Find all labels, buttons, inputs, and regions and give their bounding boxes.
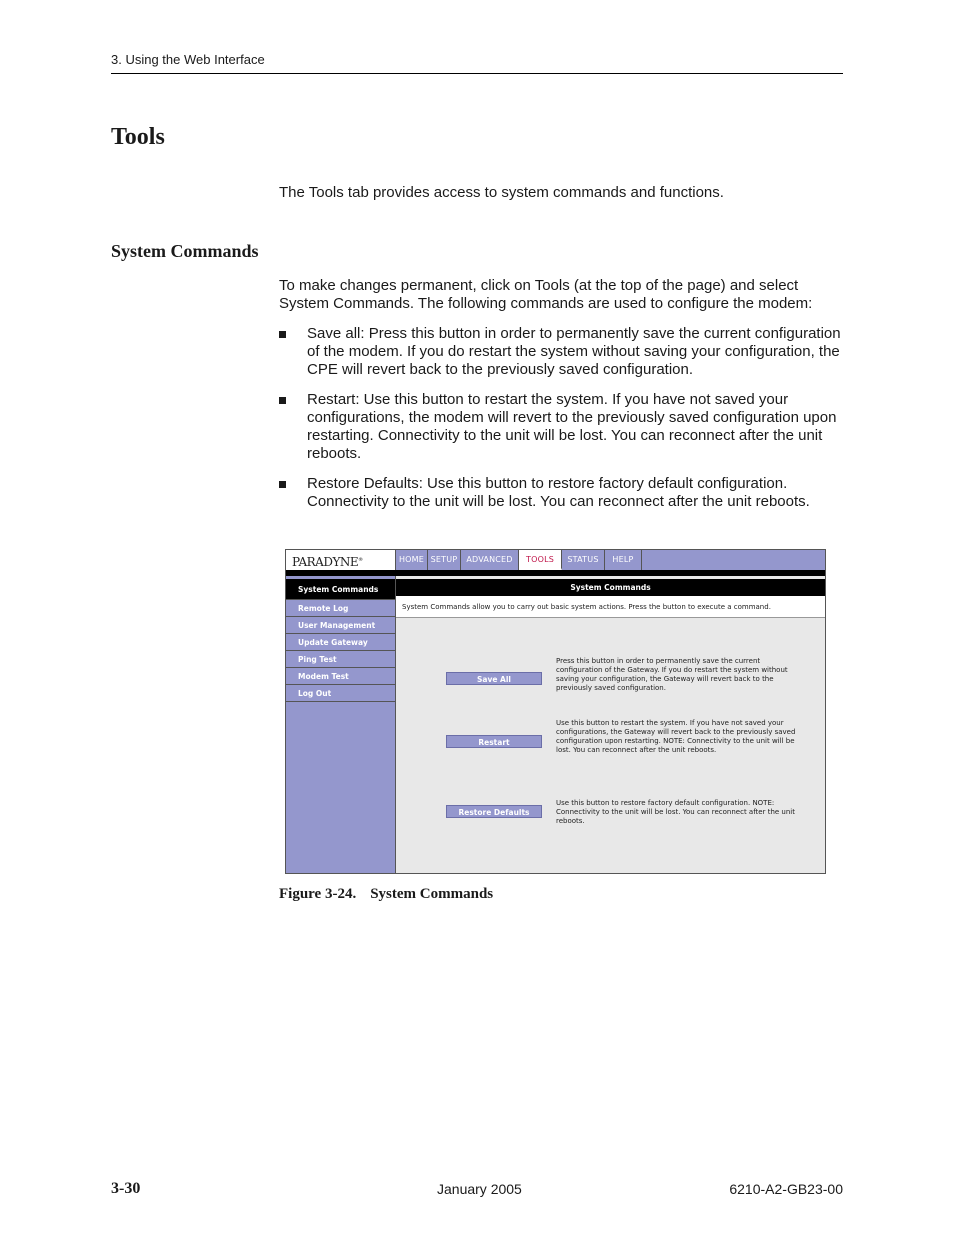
- tab-home[interactable]: HOME: [396, 550, 428, 570]
- list-item-text: Restore Defaults: Use this button to restore factory default configuration. Connectivity to the unit will be lost. You can reconnect after the unit reboots.: [307, 475, 810, 510]
- panel-title: System Commands: [396, 579, 825, 596]
- footer-date: January 2005: [437, 1181, 522, 1197]
- document-number: 6210-A2-GB23-00: [729, 1181, 843, 1197]
- sidebar-item-ping-test[interactable]: Ping Test: [286, 651, 395, 668]
- tab-tools[interactable]: TOOLS: [519, 550, 562, 570]
- sidebar-item-update-gateway[interactable]: Update Gateway: [286, 634, 395, 651]
- sidebar-item-remote-log[interactable]: Remote Log: [286, 600, 395, 617]
- restore-defaults-description: Use this button to restore factory default configuration. NOTE: Connectivity to the unit will be lost. You can reconnect after the unit reboots.: [556, 799, 795, 825]
- list-item-text: Save all: Press this button in order to permanently save the current configuration of the modem. If you do restart the system without saving your configuration, the CPE will revert back to the previously saved configuration.: [307, 325, 841, 378]
- save-all-description: Press this button in order to permanently save the current configuration of the Gateway. If you do restart the system without saving your configuration, the Gateway will revert back to the previously saved configuration.: [556, 657, 788, 692]
- sidebar-item-log-out[interactable]: Log Out: [286, 685, 395, 702]
- top-nav: [286, 550, 825, 571]
- sidebar-item-system-commands[interactable]: System Commands: [286, 579, 395, 600]
- restart-button[interactable]: Restart: [446, 735, 542, 748]
- subsection-title: System Commands: [111, 241, 259, 261]
- figure-number: Figure 3-24.: [279, 886, 357, 902]
- list-item-text: Restart: Use this button to restart the system. If you have not saved your configurations, the modem will revert to the previously saved configuration upon restarting. Connectivity to the unit will be lost. You can reconnect after the unit reboots.: [307, 391, 837, 462]
- bullet-icon: [279, 481, 286, 488]
- restore-defaults-button[interactable]: Restore Defaults: [446, 805, 542, 818]
- section-title: Tools: [111, 124, 165, 150]
- running-header: 3. Using the Web Interface: [111, 52, 265, 67]
- bullet-icon: [279, 397, 286, 404]
- bullet-icon: [279, 331, 286, 338]
- tab-setup[interactable]: SETUP: [428, 550, 461, 570]
- tab-advanced[interactable]: ADVANCED: [461, 550, 519, 570]
- paradyne-logo: PARADYNE®: [286, 550, 396, 570]
- list-item: [279, 391, 844, 463]
- bullet-list: [279, 325, 844, 523]
- intro-paragraph: The Tools tab provides access to system commands and functions.: [279, 184, 724, 201]
- list-item: [279, 325, 844, 379]
- sidebar-item-user-management[interactable]: User Management: [286, 617, 395, 634]
- list-item: [279, 475, 844, 511]
- content-panel: [396, 576, 825, 873]
- tab-help[interactable]: HELP: [605, 550, 642, 570]
- figure-title: System Commands: [370, 886, 494, 902]
- body-paragraph: To make changes permanent, click on Tools (at the top of the page) and select System Commands. The following commands are used to configure the modem:: [279, 277, 813, 312]
- figure-caption: [279, 886, 493, 903]
- sidebar-item-modem-test[interactable]: Modem Test: [286, 668, 395, 685]
- panel-description: System Commands allow you to carry out basic system actions. Press the button to execute a command.: [396, 596, 825, 618]
- restart-description: Use this button to restart the system. If you have not saved your configurations, the Gateway will revert back to the previously saved configuration upon restarting. NOTE: Connectivity to the unit will be lost. You can reconnect after the unit reboots.: [556, 719, 796, 754]
- tab-status[interactable]: STATUS: [562, 550, 605, 570]
- page-number: 3-30: [111, 1180, 141, 1197]
- sidebar: [286, 576, 396, 873]
- screenshot-figure: [285, 549, 826, 874]
- header-rule: [111, 73, 843, 74]
- save-all-button[interactable]: Save All: [446, 672, 542, 685]
